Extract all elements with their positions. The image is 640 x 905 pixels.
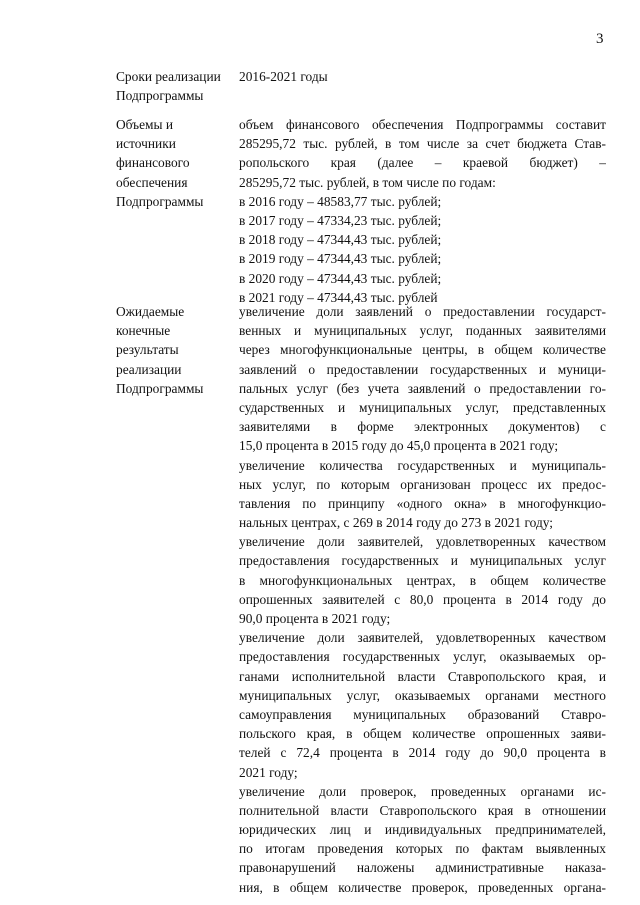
text-line: увеличение доли проверок, проведенных органами ис-	[239, 783, 606, 799]
text-line: ния, в общем количестве проверок, проведенных органа-	[239, 879, 606, 895]
text-line: ропольского края (далее – краевой бюджет) –	[239, 155, 606, 171]
label-line: источники	[116, 136, 176, 152]
text-line: юридических лиц и индивидуальных предпринимателей,	[239, 822, 606, 838]
label-line: результаты	[116, 342, 179, 358]
text-line: тавления по принципу «одного окна» в многофункцио-	[239, 495, 606, 511]
text-line: заявителями в форме электронных документов) с	[239, 419, 606, 435]
text-line: ганами исполнительной власти Ставропольского края, и	[239, 668, 606, 684]
text-line: пальных услуг (без учета заявлений о предоставлении го-	[239, 380, 606, 396]
text-line: ных услуг, по которым организован процесс их предос-	[239, 476, 606, 492]
text-line: в 2017 году – 47334,23 тыс. рублей;	[239, 212, 442, 228]
section-label	[116, 302, 236, 398]
text-line: по итогам проведения которых по фактам выявленных	[239, 841, 606, 857]
section-label	[116, 115, 236, 211]
text-line: 2021 году;	[239, 764, 298, 780]
text-line: самоуправления муниципальных образований Ставро-	[239, 706, 606, 722]
label-line: Подпрограммы	[116, 380, 204, 396]
text-line: нальных центрах, с 269 в 2014 году до 273 в 2021 году;	[239, 515, 553, 531]
text-line: польского края, в общем количестве опрошенных заяви-	[239, 726, 606, 742]
label-line: финансового	[116, 155, 190, 171]
text-line: в 2018 году – 47344,43 тыс. рублей;	[239, 232, 442, 248]
text-line: венных и муниципальных услуг, поданных заявителями	[239, 323, 606, 339]
text-line: заявлений о предоставлении государственных и муници-	[239, 361, 606, 377]
text-line: правонарушений наложены административные наказа-	[239, 860, 606, 876]
text-line: увеличение количества государственных и муниципаль-	[239, 457, 606, 473]
text-line: в 2020 году – 47344,43 тыс. рублей;	[239, 270, 442, 286]
text-line: в 2016 году – 48583,77 тыс. рублей;	[239, 193, 442, 209]
text-line: объем финансового обеспечения Подпрограммы составит	[239, 117, 606, 132]
label-line: Подпрограммы	[116, 88, 204, 104]
text-line: предоставления государственных и муниципальных услуг	[239, 553, 606, 569]
label-line: Ожидаемые	[116, 304, 185, 319]
text-line: увеличение доли заявителей, удовлетворенных качеством	[239, 630, 606, 646]
text-line: в 2019 году – 47344,43 тыс. рублей;	[239, 251, 442, 267]
text-line: 15,0 процента в 2015 году до 45,0 процента в 2021 году;	[239, 438, 559, 454]
text-line: сударственных и муниципальных услуг, представленных	[239, 399, 606, 415]
section-value	[239, 302, 606, 897]
text-line: 285295,72 тыс. рублей, в том числе за счет бюджета Став-	[239, 136, 606, 152]
text-line: предоставления государственных услуг, оказываемых ор-	[239, 649, 606, 665]
text-line: 90,0 процента в 2021 году;	[239, 611, 391, 626]
label-line: конечные	[116, 323, 171, 339]
text-line: муниципальных услуг, оказываемых органами местного	[239, 687, 606, 703]
label-line: Сроки реализации	[116, 69, 221, 84]
text-line: 2016-2021 годы	[239, 69, 328, 84]
text-line: в многофункциональных центрах, в общем количестве	[239, 572, 606, 588]
label-line: реализации	[116, 361, 182, 377]
text-line: через многофункциональные центры, в общем количестве	[239, 342, 606, 358]
section-label	[116, 67, 236, 105]
section-value	[239, 115, 606, 307]
text-line: в 2021 году – 47344,43 тыс. рублей	[239, 289, 438, 305]
label-line: обеспечения	[116, 174, 188, 190]
text-line: увеличение доли заявителей, удовлетворенных качеством	[239, 534, 606, 550]
text-line: опрошенных заявителей с 80,0 процента в 2014 году до	[239, 591, 606, 607]
text-line: телей с 72,4 процента в 2014 году до 90,0 процента в	[239, 745, 606, 761]
text-line: полнительной власти Ставропольского края в отношении	[239, 802, 606, 818]
label-line: Объемы и	[116, 117, 174, 132]
section-value	[239, 67, 606, 86]
text-line: увеличение доли заявлений о предоставлении государст-	[239, 304, 606, 319]
page-number: 3	[596, 31, 604, 47]
label-line: Подпрограммы	[116, 193, 204, 209]
text-line: 285295,72 тыс. рублей, в том числе по годам:	[239, 174, 496, 190]
